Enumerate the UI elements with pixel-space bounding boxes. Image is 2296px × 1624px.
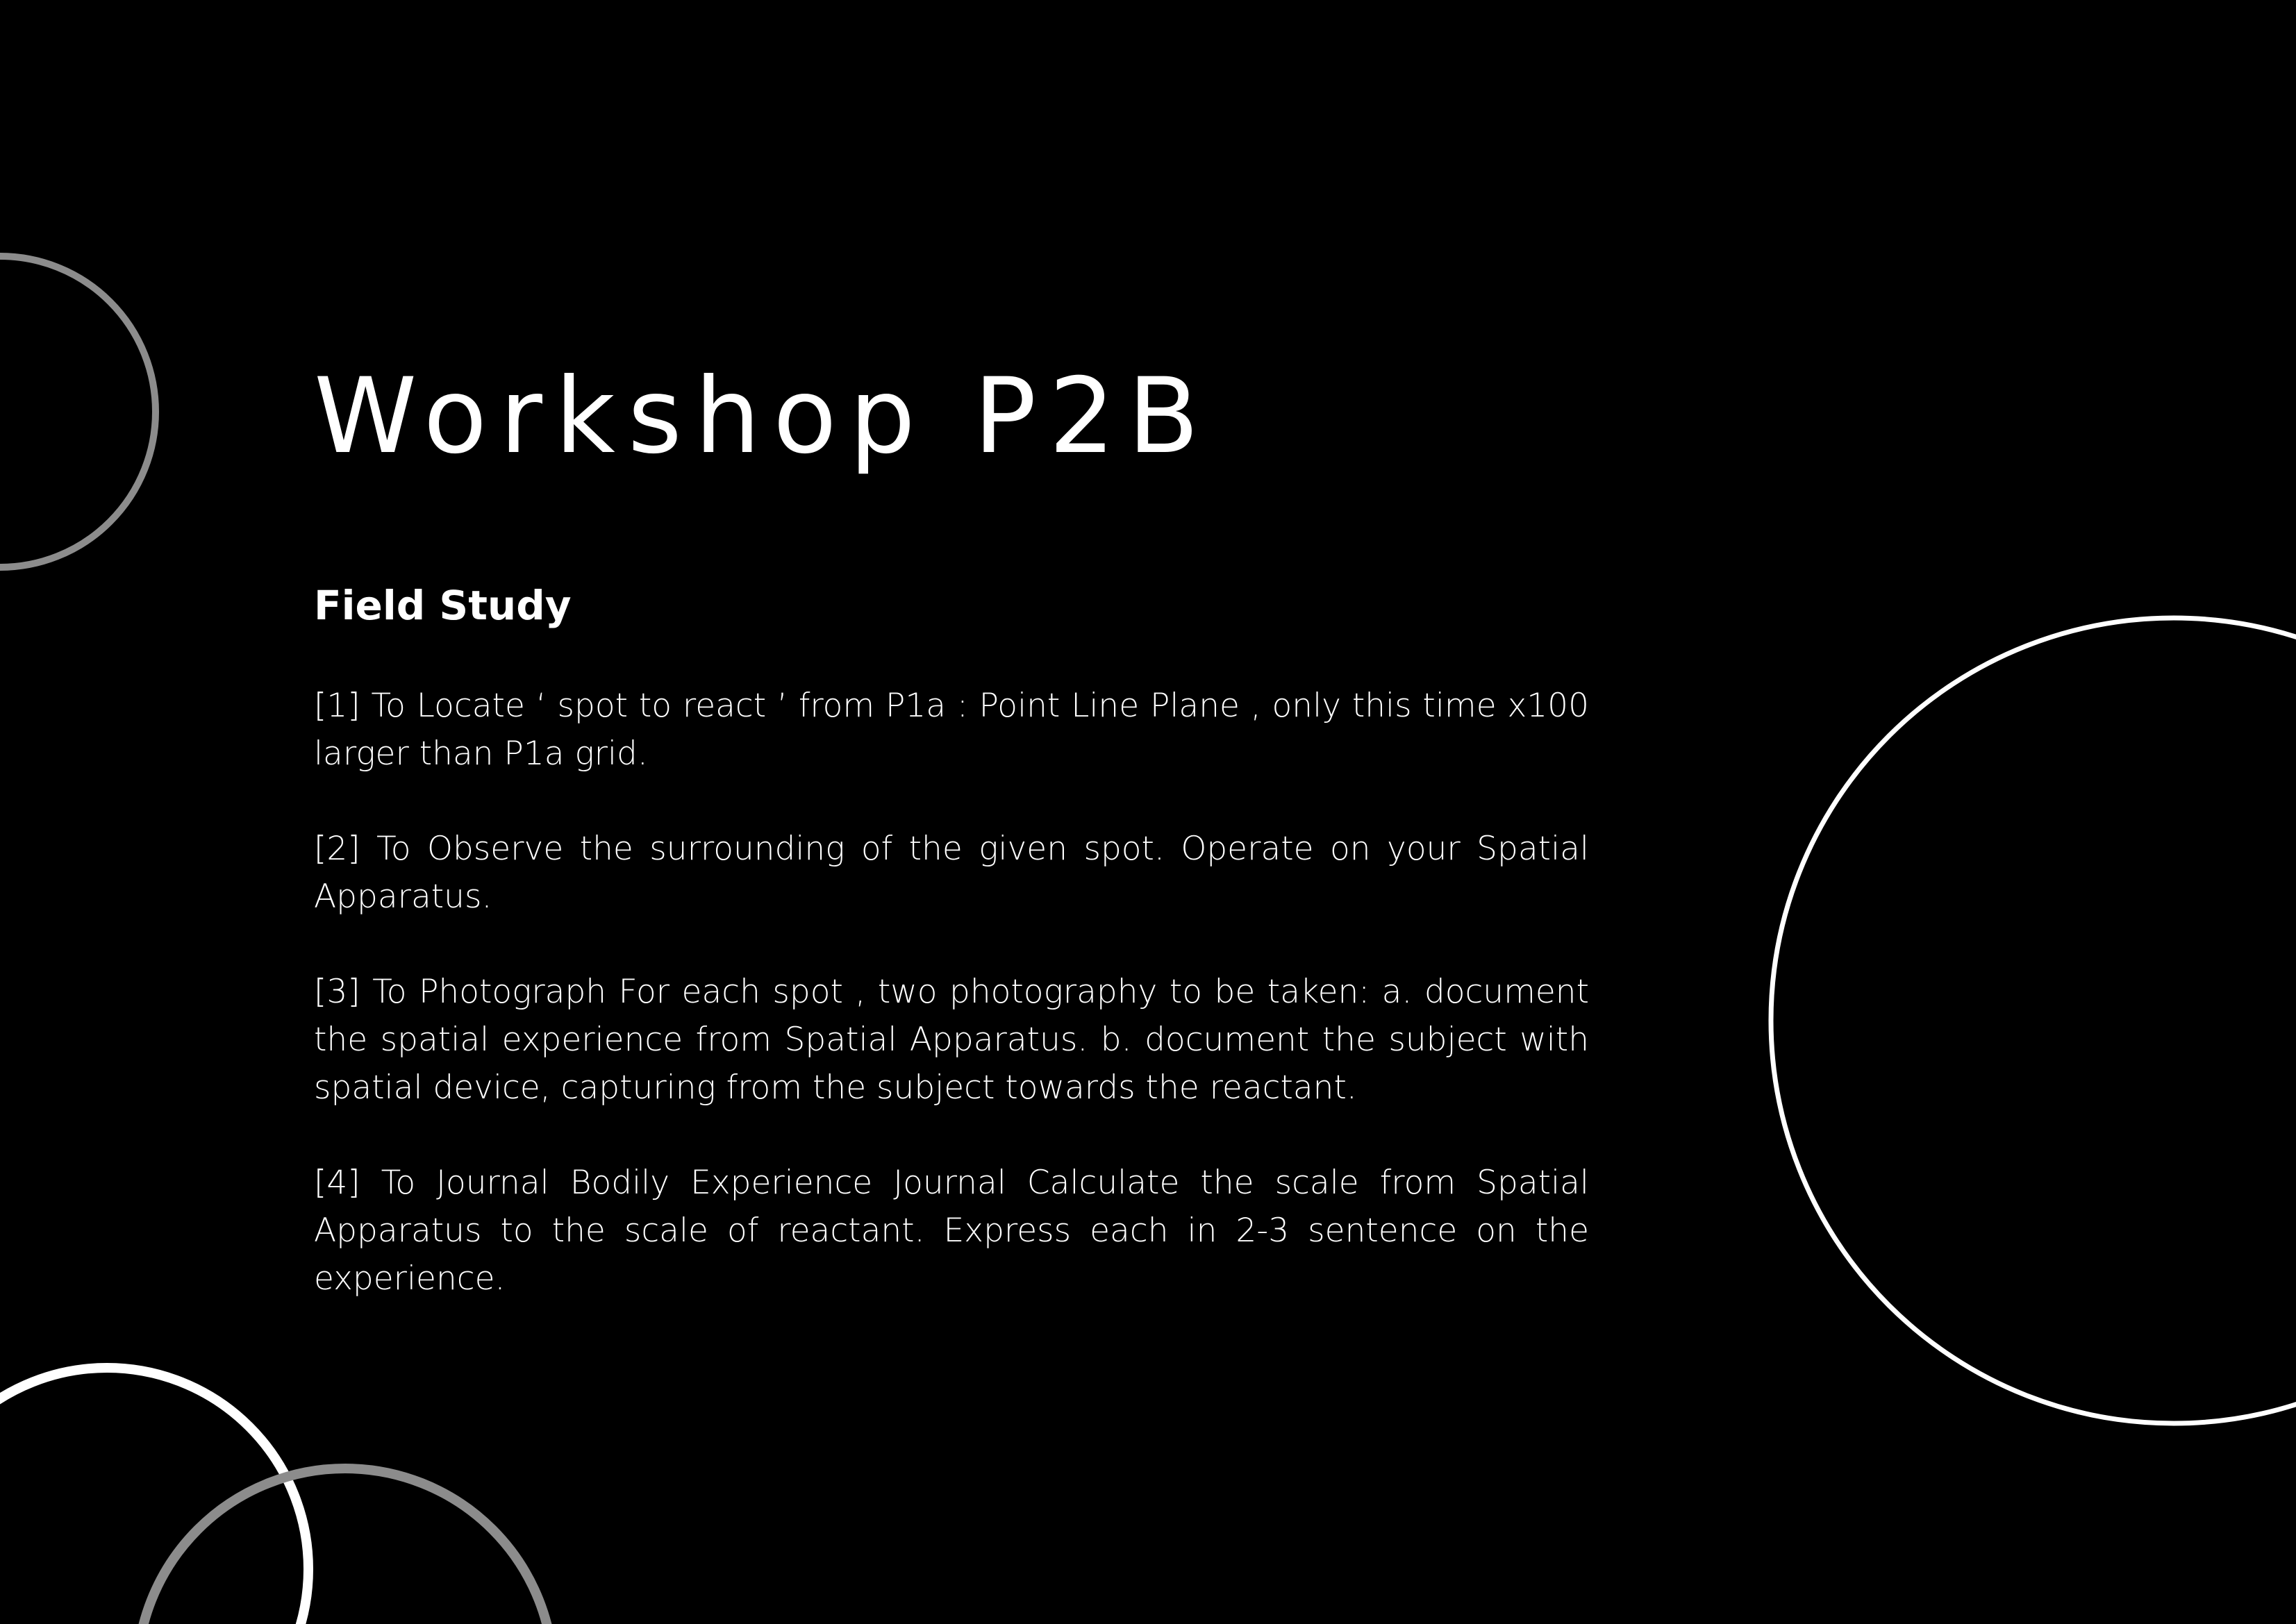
instruction-step-2: [2] To Observe the surrounding of the given spot. Operate on your Spatial Apparatus. xyxy=(314,830,1589,916)
instruction-step-4: [4] To Journal Bodily Experience Journal Calculate the scale from Spatial Apparatus to the scale of reactant. Express each in 2-3 sentence on the experience. xyxy=(314,1164,1589,1298)
instruction-step-1: [1] To Locate ‘ spot to react ’ from P1a : Point Line Plane , only this time x100 larger than P1a grid. xyxy=(314,687,1589,773)
instruction-step-3: [3] To Photograph For each spot , two photography to be taken: a. document the spatial experience from Spatial Apparatus. b. document the subject with spatial device, capturing from the subject towards the reactant. xyxy=(314,973,1589,1107)
section-heading: Field Study xyxy=(314,582,572,629)
ring-bottom-grey xyxy=(137,1468,554,1624)
page-title: Workshop P2B xyxy=(314,356,1212,477)
ring-right-white xyxy=(1771,618,2296,1423)
ring-left-grey xyxy=(0,256,156,567)
instructions-list xyxy=(314,682,1589,1350)
